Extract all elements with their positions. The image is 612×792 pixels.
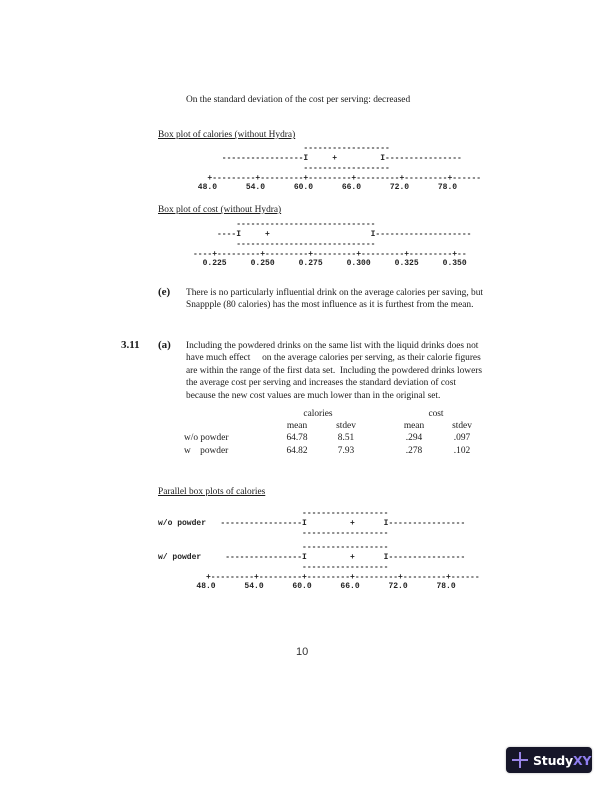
text-line: There is no particularly influential drink on the average calories per saving, but bbox=[186, 288, 484, 298]
plot-parallel-title: Parallel box plots of calories bbox=[158, 487, 266, 497]
cell: 8.51 bbox=[337, 433, 355, 444]
axis-tick-labels: 48.0 54.0 60.0 66.0 72.0 78.0 bbox=[158, 582, 456, 591]
box-whisker-line: ----I + I-------------------- bbox=[169, 230, 472, 239]
text-line: because the new cost values are much lower than in the original set. bbox=[186, 390, 441, 401]
box-bottom-edge: ------------------ bbox=[158, 529, 389, 538]
part-e-label: (e) bbox=[158, 286, 171, 298]
text-line: Snappple (80 calories) has the most influence as it is furthest from the mean. bbox=[186, 300, 474, 311]
col-header: stdev bbox=[336, 421, 356, 432]
box-top-edge: ------------------ bbox=[169, 144, 390, 153]
box-whisker-line-w-powder: w/ powder ----------------I + I---------------- bbox=[158, 553, 466, 562]
axis-line: +---------+---------+---------+---------+---------+------ bbox=[158, 573, 480, 582]
axis-line: +---------+---------+---------+---------+---------+------ bbox=[169, 174, 482, 183]
box-whisker-line-wo-powder: w/o powder -----------------I + I---------------- bbox=[158, 519, 466, 528]
table-row bbox=[184, 445, 484, 457]
text-line: have much effect on the average calories per serving, as their calorie figures bbox=[186, 353, 481, 364]
cell: 64.82 bbox=[286, 445, 308, 456]
cell: .278 bbox=[405, 445, 423, 456]
brand-main: Study bbox=[533, 752, 573, 768]
cell: .294 bbox=[405, 433, 423, 444]
brand-logo-text bbox=[533, 753, 591, 768]
box-top-edge: ------------------ bbox=[158, 509, 389, 518]
box-bottom-edge: ------------------ bbox=[158, 563, 389, 572]
text-line: Including the powdered drinks on the same list with the liquid drinks does not bbox=[186, 341, 479, 351]
text-line: are within the range of the first data set. Including the powdered drinks lowers bbox=[186, 365, 483, 376]
table-row bbox=[184, 432, 484, 444]
part-e-text bbox=[186, 287, 516, 312]
box-bottom-edge: ------------------ bbox=[169, 164, 390, 173]
part-a-label: (a) bbox=[158, 339, 171, 351]
sub-header-row bbox=[184, 420, 484, 432]
brand-accent: XY bbox=[572, 752, 592, 768]
plus-icon bbox=[512, 752, 528, 768]
box-top-edge: ------------------ bbox=[158, 543, 389, 552]
row-label: w powder bbox=[184, 445, 229, 456]
intro-line: On the standard deviation of the cost per serving: decreased bbox=[186, 95, 411, 105]
axis-line: ----+---------+---------+---------+---------+---------+-- bbox=[169, 250, 467, 259]
plot-cost-title: Box plot of cost (without Hydra) bbox=[158, 205, 282, 215]
stats-table bbox=[184, 408, 484, 457]
cell: 7.93 bbox=[337, 445, 355, 456]
box-top-edge: ----------------------------- bbox=[169, 220, 376, 229]
cell: 64.78 bbox=[286, 433, 308, 444]
col-header: mean bbox=[286, 421, 308, 432]
cell: .102 bbox=[453, 445, 471, 456]
box-bottom-edge: ----------------------------- bbox=[169, 240, 376, 249]
row-label: w/o powder bbox=[184, 433, 229, 444]
group-header-row bbox=[184, 408, 484, 420]
problem-number: 3.11 bbox=[121, 339, 140, 351]
text-line: the average cost per serving and increases the standard deviation of cost bbox=[186, 378, 456, 389]
box-whisker-line: -----------------I + I---------------- bbox=[169, 154, 462, 163]
group-header-calories: calories bbox=[303, 409, 333, 419]
group-header-cost: cost bbox=[428, 409, 444, 419]
part-a-text bbox=[186, 340, 516, 402]
axis-tick-labels: 0.225 0.250 0.275 0.300 0.325 0.350 bbox=[169, 259, 467, 268]
plot-calories-title: Box plot of calories (without Hydra) bbox=[158, 130, 296, 140]
studyxy-watermark[interactable] bbox=[506, 747, 592, 773]
col-header: stdev bbox=[452, 421, 472, 432]
page-number: 10 bbox=[296, 646, 309, 658]
cell: .097 bbox=[453, 433, 471, 444]
col-header: mean bbox=[403, 421, 425, 432]
axis-tick-labels: 48.0 54.0 60.0 66.0 72.0 78.0 bbox=[169, 183, 458, 192]
